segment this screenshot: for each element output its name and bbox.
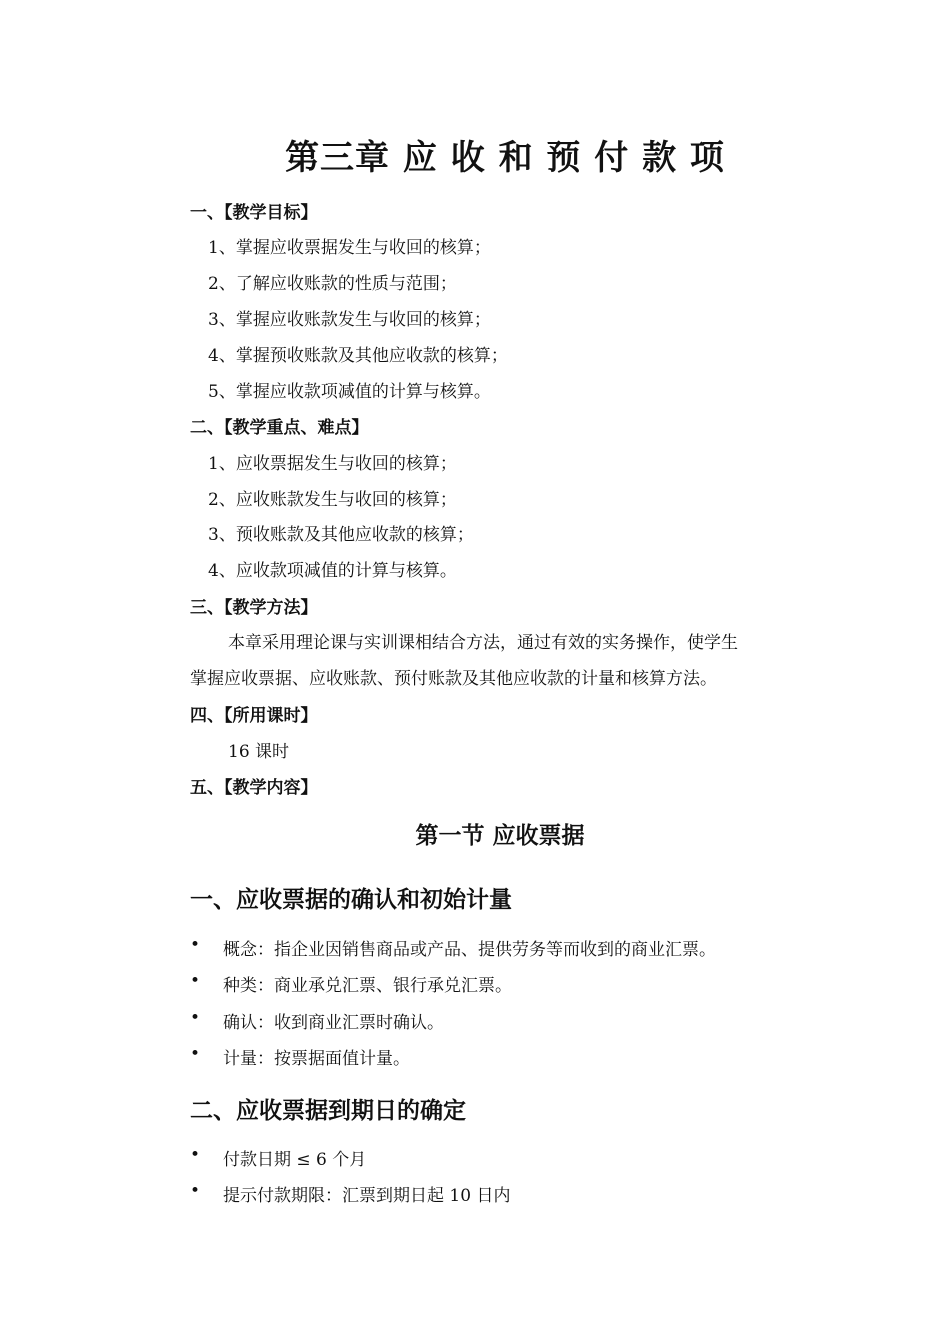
part1-heading: 一、应收票据的确认和初始计量 [190,887,512,913]
bullet-icon: • [190,1008,201,1028]
hours-value: 16 课时 [228,742,290,762]
goal-item: 4、掌握预收账款及其他应收款的核算； [208,346,508,366]
goals-heading: 一、【教学目标】 [190,203,318,223]
bullet-icon: • [190,1044,201,1064]
section-title: 第一节 应收票据 [415,823,585,849]
key-point-item: 4、应收款项减值的计算与核算。 [208,561,457,581]
key-point-item: 3、预收账款及其他应收款的核算； [208,525,474,545]
bullet-icon: • [190,1145,201,1165]
bullet-icon: • [190,935,201,955]
bullet-icon: • [190,971,201,991]
part2-heading: 二、应收票据到期日的确定 [190,1098,466,1124]
method-text-line1: 本章采用理论课与实训课相结合方法，通过有效的实务操作，使学生 [228,633,738,653]
goal-item: 1、掌握应收票据发生与收回的核算； [208,238,491,258]
content-heading: 五、【教学内容】 [190,778,318,798]
goal-item: 2、了解应收账款的性质与范围； [208,274,457,294]
method-text-line2: 掌握应收票据、应收账款、预付账款及其他应收款的计量和核算方法。 [190,669,717,689]
key-point-item: 1、应收票据发生与收回的核算； [208,454,457,474]
goal-item: 3、掌握应收账款发生与收回的核算； [208,310,491,330]
goal-item: 5、掌握应收款项减值的计算与核算。 [208,382,491,402]
method-heading: 三、【教学方法】 [190,598,318,618]
key-point-item: 2、应收账款发生与收回的核算； [208,490,457,510]
bullet-icon: • [190,1181,201,1201]
key-points-heading: 二、【教学重点、难点】 [190,418,369,438]
chapter-title: 第三章 应 收 和 预 付 款 项 [285,138,725,178]
hours-heading: 四、【所用课时】 [190,706,318,726]
